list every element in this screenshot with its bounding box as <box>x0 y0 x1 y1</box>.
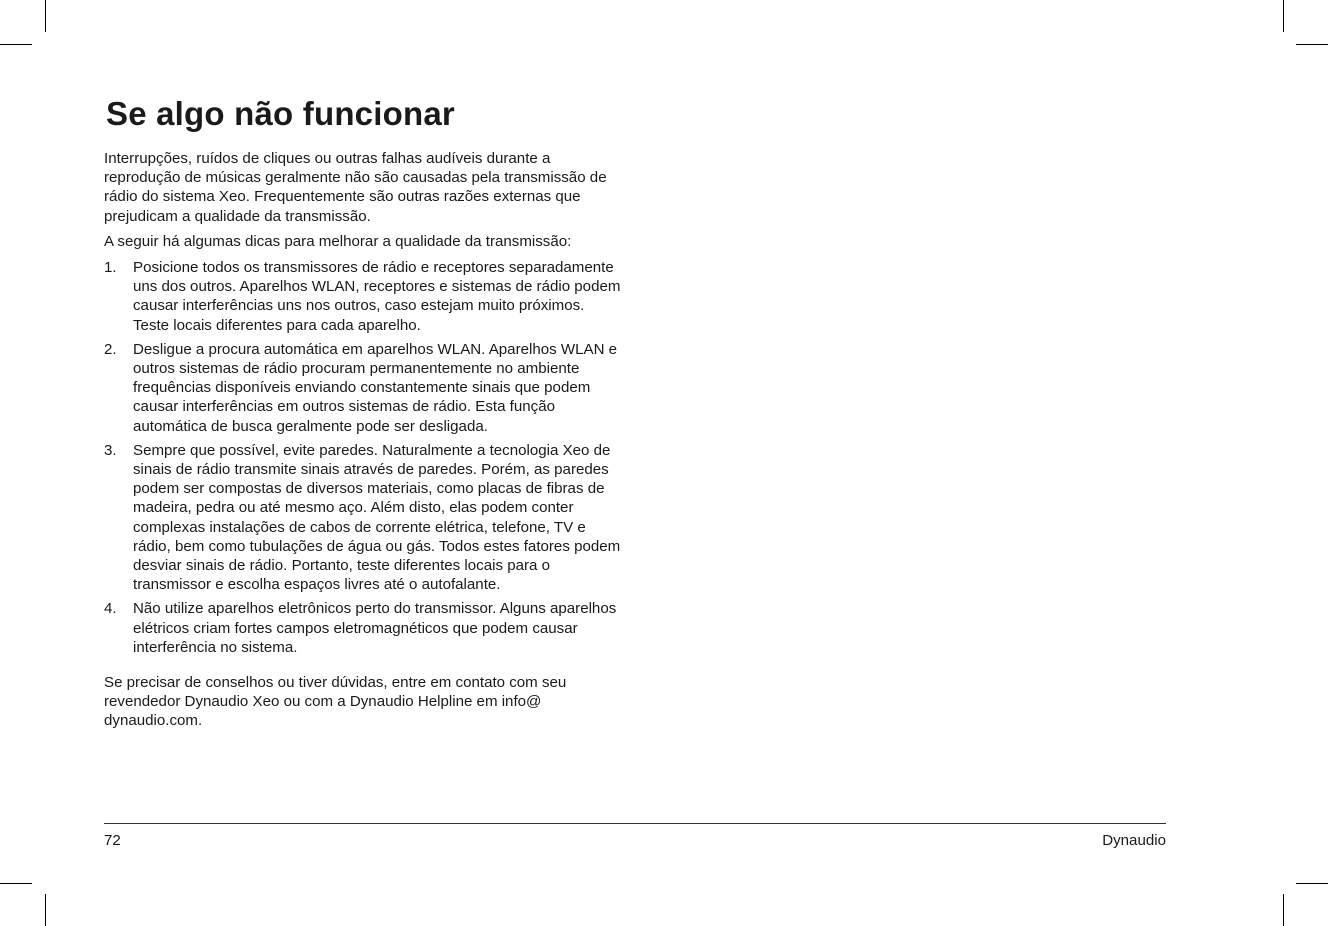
list-item-text: Desligue a procura automática em aparelhos WLAN. Aparelhos WLAN e outros sistemas de rádio procuram permanentemente no ambiente frequências disponíveis enviando constantemente sinais que podem causar interferências em outros sistemas de rádio. Esta função automática de busca geralmente pode ser desligada. <box>133 340 618 435</box>
list-item-text: Sempre que possível, evite paredes. Naturalmente a tecnologia Xeo de sinais de rádio transmite sinais através de paredes. Porém, as paredes podem ser compostas de diversos materiais, como placas de fibras de madeira, pedra ou até mesmo aço. Além disto, elas podem conter complexas instalações de cabos de corrente elétrica, telefone, TV e rádio, bem como tubulações de água ou gás. Todos estes fatores podem desviar sinais de rádio. Portanto, teste diferentes locais para o transmissor e escolha espaços livres até o autofalante. <box>133 441 621 594</box>
list-item-number: 2. <box>104 340 117 358</box>
list-item <box>104 441 624 595</box>
intro-paragraph: Interrupções, ruídos de cliques ou outras falhas audíveis durante a reprodução de músicas geralmente não são causadas pela transmissão de rádio do sistema Xeo. Frequentemente são outras razões externas que prejudicam a qualidade da transmissão. <box>104 150 607 225</box>
page-number: 72 <box>104 832 121 849</box>
list-item <box>104 340 624 436</box>
tips-list <box>104 258 624 657</box>
crop-mark <box>1296 883 1328 884</box>
list-item-text: Não utilize aparelhos eletrônicos perto do transmissor. Alguns aparelhos elétricos criam fortes campos eletromagnéticos que podem causar interferência no sistema. <box>133 600 617 656</box>
crop-mark <box>45 894 46 926</box>
list-item-text: Posicione todos os transmissores de rádio e receptores separadamente uns dos outros. Aparelhos WLAN, receptores e sistemas de rádio podem causar interferências uns nos outros, caso estejam muito próximos. Teste locais diferentes para cada aparelho. <box>133 259 621 334</box>
footer-brand: Dynaudio <box>1102 832 1166 849</box>
crop-mark <box>1283 894 1284 926</box>
crop-mark <box>45 0 46 32</box>
crop-mark <box>0 44 32 45</box>
closing-paragraph: Se precisar de conselhos ou tiver dúvidas, entre em contato com seu revendedor Dynaudio Xeo ou com a Dynaudio Helpline em info@ dynaudio.com. <box>104 674 567 730</box>
footer-divider <box>104 823 1166 824</box>
list-item <box>104 599 624 657</box>
crop-mark <box>1296 44 1328 45</box>
tips-intro: A seguir há algumas dicas para melhorar a qualidade da transmissão: <box>104 232 572 250</box>
page-content <box>104 92 624 731</box>
page-title: Se algo não funcionar <box>106 95 455 132</box>
crop-mark <box>0 883 32 884</box>
list-item <box>104 258 624 335</box>
list-item-number: 4. <box>104 600 117 618</box>
list-item-number: 3. <box>104 441 117 459</box>
list-item-number: 1. <box>104 259 117 277</box>
crop-mark <box>1283 0 1284 32</box>
